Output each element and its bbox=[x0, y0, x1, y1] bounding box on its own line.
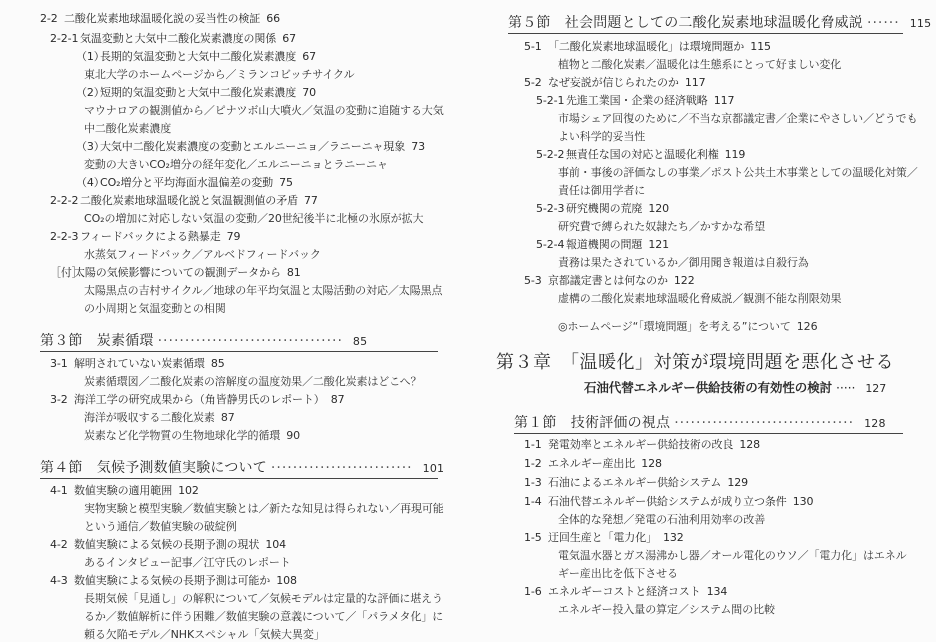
entry-title: 石油によるエネルギー供給システム bbox=[548, 476, 722, 489]
entry-number: （3） bbox=[76, 140, 105, 153]
toc-entry bbox=[76, 50, 316, 64]
entry-title: 全体的な発想／発電の石油利用効率の改善 bbox=[558, 513, 766, 526]
leader-dots: ································· bbox=[674, 415, 855, 431]
entry-title: 実物実験と模型実験／数値実験とは／新たな知見は得られない／再現可能 bbox=[84, 502, 444, 515]
toc-entry bbox=[76, 176, 293, 190]
entry-number: 2-2-1 bbox=[50, 32, 79, 45]
page-number: 134 bbox=[706, 585, 728, 598]
toc-entry bbox=[524, 531, 684, 545]
page-number: 127 bbox=[865, 382, 887, 395]
entry-number: 5-2 bbox=[524, 76, 542, 89]
toc-subentry bbox=[84, 610, 443, 624]
entry-number: 1-3 bbox=[524, 476, 542, 489]
entry-title: 責任は御用学者に bbox=[558, 184, 646, 197]
page-number: 87 bbox=[220, 411, 235, 424]
toc-entry bbox=[524, 40, 771, 54]
toc-entry bbox=[40, 12, 280, 26]
toc-entry bbox=[524, 476, 748, 490]
entry-title: 解明されていない炭素循環 bbox=[74, 357, 205, 370]
entry-title: なぜ妄説が信じられたのか bbox=[548, 76, 679, 89]
section-underline bbox=[40, 478, 438, 479]
entry-title: 水蒸気フィードバック／アルベドフィードバック bbox=[84, 248, 321, 261]
toc-entry bbox=[524, 438, 760, 452]
entry-title: ギー産出比を低下させる bbox=[558, 567, 678, 580]
section-underline bbox=[508, 33, 903, 34]
section-heading bbox=[508, 14, 931, 33]
entry-number: 5-2-4 bbox=[536, 238, 565, 251]
entry-number: 1-5 bbox=[524, 531, 542, 544]
entry-title: 京都議定書とは何なのか bbox=[548, 274, 668, 287]
section-heading bbox=[40, 332, 367, 351]
entry-title: 電気温水器とガス湯沸かし器／オール電化のウソ／「電力化」はエネル bbox=[558, 549, 907, 562]
page-number: 129 bbox=[727, 476, 749, 489]
entry-title: エネルギー産出比 bbox=[548, 457, 636, 470]
toc-subentry bbox=[84, 502, 444, 516]
entry-title: 数値実験による気候の長期予測の現状 bbox=[74, 538, 260, 551]
entry-title: 第３節 炭素循環 bbox=[40, 333, 154, 349]
entry-number: 5-2-1 bbox=[536, 94, 565, 107]
toc-subentry bbox=[558, 603, 775, 617]
entry-title: CO₂の増加に対応しない気温の変動／20世紀後半に北極の氷原が拡大 bbox=[84, 212, 424, 225]
toc-entry bbox=[524, 585, 727, 599]
entry-title: 長期気候「見通し」の解釈について／気候モデルは定量的な評価に堪えう bbox=[84, 592, 443, 605]
toc-subentry bbox=[84, 284, 442, 298]
toc-subentry bbox=[84, 302, 226, 316]
entry-title: 気温変動と大気中二酸化炭素濃度の関係 bbox=[80, 32, 277, 45]
entry-number: 5-3 bbox=[524, 274, 542, 287]
entry-title: 大気中二酸化炭素濃度の変動とエルニーニョ／ラニーニャ現象 bbox=[100, 140, 406, 153]
toc-subentry bbox=[558, 58, 841, 72]
toc-subentry bbox=[558, 549, 907, 563]
entry-title: という通信／数値実験の破綻例 bbox=[84, 520, 237, 533]
page-number: 77 bbox=[304, 194, 318, 207]
chapter-heading bbox=[496, 352, 894, 374]
page-number: 128 bbox=[864, 417, 886, 430]
toc-entry bbox=[524, 457, 662, 471]
toc-subentry bbox=[84, 158, 388, 172]
entry-title: 中二酸化炭素濃度 bbox=[84, 122, 172, 135]
page-number: 73 bbox=[411, 140, 426, 153]
toc-entry bbox=[524, 76, 706, 90]
toc-subentry bbox=[558, 513, 765, 527]
toc-entry bbox=[76, 140, 425, 154]
toc-subentry bbox=[558, 320, 817, 334]
page-number: 126 bbox=[796, 320, 818, 333]
entry-title: 石油代替エネルギー供給技術の有効性の検討 bbox=[584, 380, 833, 395]
page-number: 128 bbox=[641, 457, 662, 470]
entry-title: 市場シェア回復のために／不当な京都議定書／企業にやさしい／どうでも bbox=[558, 112, 918, 125]
entry-title: マウナロアの観測値から／ピナツボ山大噴火／気温の変動に追随する大気 bbox=[84, 104, 444, 117]
entry-title: 変動の大きいCO₂増分の経年変化／エルニーニョとラニーニャ bbox=[84, 158, 388, 171]
page-number: 66 bbox=[266, 12, 281, 25]
toc-entry bbox=[50, 194, 318, 208]
entry-title: フィードバックによる熱暴走 bbox=[80, 230, 221, 243]
entry-number: 5-2-2 bbox=[536, 148, 565, 161]
page-number: 115 bbox=[750, 40, 771, 53]
toc-subentry bbox=[84, 68, 355, 82]
toc-entry bbox=[50, 266, 301, 280]
section-heading bbox=[514, 414, 886, 433]
entry-number: 1-1 bbox=[524, 438, 542, 451]
entry-title: 「二酸化炭素地球温暖化」は環境問題か bbox=[548, 40, 745, 53]
toc-entry bbox=[50, 32, 296, 46]
entry-title: 虚構の二酸化炭素地球温暖化脅威説／観測不能な削限効果 bbox=[558, 292, 842, 305]
entry-title: 第１節 技術評価の視点 bbox=[514, 415, 671, 431]
entry-title: 炭素など化学物質の生物地球化学的循環 bbox=[84, 429, 281, 442]
toc-subentry bbox=[84, 592, 443, 606]
page-number: 101 bbox=[422, 462, 445, 475]
toc-subentry bbox=[558, 292, 841, 306]
toc-subentry bbox=[558, 112, 917, 126]
toc-subentry bbox=[84, 556, 291, 570]
page-number: 90 bbox=[286, 429, 301, 442]
entry-number: ［付］ bbox=[50, 266, 83, 279]
entry-number: （4） bbox=[76, 176, 105, 189]
toc-subentry bbox=[558, 130, 645, 144]
page-number: 81 bbox=[286, 266, 301, 279]
entry-title: エネルギー投入量の算定／システム間の比較 bbox=[558, 603, 775, 616]
toc-subentry bbox=[84, 104, 444, 118]
entry-title: 海洋が吸収する二酸化炭素 bbox=[84, 411, 215, 424]
entry-title: 第４節 気候予測数値実験について bbox=[40, 460, 267, 476]
entry-title: 長期的気温変動と大気中二酸化炭素濃度 bbox=[100, 50, 297, 63]
entry-title: 炭素循環図／二酸化炭素の溶解度の温度効果／二酸化炭素はどこへ？ bbox=[84, 375, 422, 388]
entry-title: CO₂増分と平均海面水温偏差の変動 bbox=[100, 176, 274, 189]
entry-number: 2-2 bbox=[40, 12, 58, 25]
toc-subentry bbox=[84, 411, 235, 425]
page-number: 120 bbox=[648, 202, 670, 215]
toc-entry bbox=[50, 230, 240, 244]
toc-subentry bbox=[558, 184, 645, 198]
entry-number: 5-1 bbox=[524, 40, 542, 53]
entry-number: 2-2-2 bbox=[50, 194, 79, 207]
toc-entry bbox=[50, 357, 225, 371]
entry-number: 1-6 bbox=[524, 585, 542, 598]
entry-title: あるインタビュー記事／江守氏のレポート bbox=[84, 556, 291, 569]
entry-number: 1-4 bbox=[524, 495, 542, 508]
page-number: 85 bbox=[210, 357, 225, 370]
page-number: 87 bbox=[330, 393, 345, 406]
entry-title: るか／数値解析に伴う困難／数値実験の意義について／「パラメタ化」に bbox=[84, 610, 444, 623]
section-underline bbox=[514, 433, 903, 434]
toc-subentry bbox=[84, 429, 300, 443]
entry-number: 1-2 bbox=[524, 457, 542, 470]
entry-title: 数値実験の適用範囲 bbox=[74, 484, 173, 497]
page-number: 115 bbox=[909, 17, 932, 30]
toc-entry bbox=[50, 484, 199, 498]
entry-title: よい科学的妥当性 bbox=[558, 130, 646, 143]
page-number: 122 bbox=[673, 274, 695, 287]
entry-title: 迂回生産と「電力化」 bbox=[548, 531, 657, 544]
toc-entry bbox=[524, 495, 813, 509]
toc-entry bbox=[50, 538, 286, 552]
entry-title: 二酸化炭素地球温暖化説の妥当性の検証 bbox=[64, 12, 261, 25]
page-number: 132 bbox=[663, 531, 684, 544]
page-number: 104 bbox=[265, 538, 287, 551]
entry-title: 研究機関の荒廃 bbox=[566, 202, 643, 215]
entry-number: 3-2 bbox=[50, 393, 68, 406]
entry-title: エネルギーコストと経済コスト bbox=[548, 585, 701, 598]
toc-subentry bbox=[84, 248, 321, 262]
page-number: 67 bbox=[302, 50, 317, 63]
leader-dots: ····· bbox=[836, 380, 856, 395]
toc-entry bbox=[524, 274, 695, 288]
entry-title: 二酸化炭素地球温暖化説と気温観測値の矛盾 bbox=[80, 194, 298, 207]
toc-subentry bbox=[84, 212, 423, 226]
entry-title: 研究費で縛られた奴隷たち／かすかな希望 bbox=[558, 220, 766, 233]
page-number: 130 bbox=[792, 495, 814, 508]
entry-title: 先進工業国・企業の経済戦略 bbox=[566, 94, 708, 107]
leader-dots: ·························· bbox=[270, 460, 413, 476]
section-heading bbox=[40, 459, 444, 478]
chapter-subtitle bbox=[584, 380, 886, 397]
toc-subentry bbox=[84, 122, 171, 136]
entry-title: ◎ホームページ“「環境問題」を考える”について bbox=[558, 320, 791, 333]
toc-entry bbox=[536, 202, 669, 216]
entry-title: 第５節 社会問題としての二酸化炭素地球温暖化脅威説 bbox=[508, 15, 863, 31]
entry-number: 5-2-3 bbox=[536, 202, 565, 215]
toc-entry bbox=[536, 94, 734, 108]
entry-title: 短期的気温変動と大気中二酸化炭素濃度 bbox=[100, 86, 297, 99]
toc-entry bbox=[536, 148, 745, 162]
entry-title: 責務は果たされているか／御用聞き報道は自殺行為 bbox=[558, 256, 809, 269]
page-number: 85 bbox=[352, 335, 368, 348]
entry-number: 4-2 bbox=[50, 538, 68, 551]
entry-title: の小周期と気温変動との相関 bbox=[84, 302, 226, 315]
section-underline bbox=[40, 351, 438, 352]
entry-number: （1） bbox=[76, 50, 105, 63]
toc-subentry bbox=[84, 628, 325, 642]
page-number: 117 bbox=[713, 94, 735, 107]
leader-dots: ······ bbox=[867, 15, 900, 31]
entry-title: 発電効率とエネルギー供給技術の改良 bbox=[548, 438, 734, 451]
page-number: 102 bbox=[178, 484, 199, 497]
toc-entry bbox=[50, 574, 297, 588]
page-number: 67 bbox=[282, 32, 297, 45]
entry-title: 海洋工学の研究成果から（角皆静男氏のレポート） bbox=[74, 393, 325, 406]
entry-title: 無責任な国の対応と温暖化利権 bbox=[566, 148, 719, 161]
entry-title: 第３章 「温暖化」対策が環境問題を悪化させる bbox=[496, 352, 894, 373]
entry-title: 石油代替エネルギー供給システムが成り立つ条件 bbox=[548, 495, 787, 508]
entry-title: 報道機関の問題 bbox=[566, 238, 643, 251]
entry-title: 太陽の気候影響についての観測データから bbox=[74, 266, 281, 279]
toc-subentry bbox=[84, 375, 421, 389]
toc-subentry bbox=[558, 166, 918, 180]
page-number: 79 bbox=[226, 230, 241, 243]
page-number: 121 bbox=[648, 238, 670, 251]
entry-title: 東北大学のホームページから／ミランコビッチサイクル bbox=[84, 68, 355, 81]
page-number: 70 bbox=[302, 86, 317, 99]
toc-subentry bbox=[558, 567, 678, 581]
entry-number: 4-3 bbox=[50, 574, 68, 587]
page-number: 108 bbox=[276, 574, 297, 587]
entry-title: 頼る欠陥モデル／NHKスペシャル「気候大異変」 bbox=[84, 628, 325, 641]
toc-entry bbox=[76, 86, 316, 100]
entry-title: 植物と二酸化炭素／温暖化は生態系にとって好ましい変化 bbox=[558, 58, 842, 71]
toc-entry bbox=[50, 393, 345, 407]
entry-title: 数値実験による気候の長期予測は可能か bbox=[74, 574, 271, 587]
entry-title: 事前・事後の評価なしの事業／ポスト公共土木事業としての温暖化対策／ bbox=[558, 166, 918, 179]
entry-number: 4-1 bbox=[50, 484, 68, 497]
entry-number: 3-1 bbox=[50, 357, 68, 370]
toc-subentry bbox=[558, 220, 765, 234]
leader-dots: ·································· bbox=[157, 333, 343, 349]
entry-number: （2） bbox=[76, 86, 105, 99]
page-number: 128 bbox=[739, 438, 761, 451]
toc-entry bbox=[536, 238, 669, 252]
entry-number: 2-2-3 bbox=[50, 230, 79, 243]
page-number: 119 bbox=[724, 148, 746, 161]
entry-title: 太陽黒点の吉村サイクル／地球の年平均気温と太陽活動の対応／太陽黒点 bbox=[84, 284, 443, 297]
page-number: 117 bbox=[684, 76, 706, 89]
toc-subentry bbox=[558, 256, 809, 270]
toc-subentry bbox=[84, 520, 237, 534]
page-number: 75 bbox=[279, 176, 293, 189]
